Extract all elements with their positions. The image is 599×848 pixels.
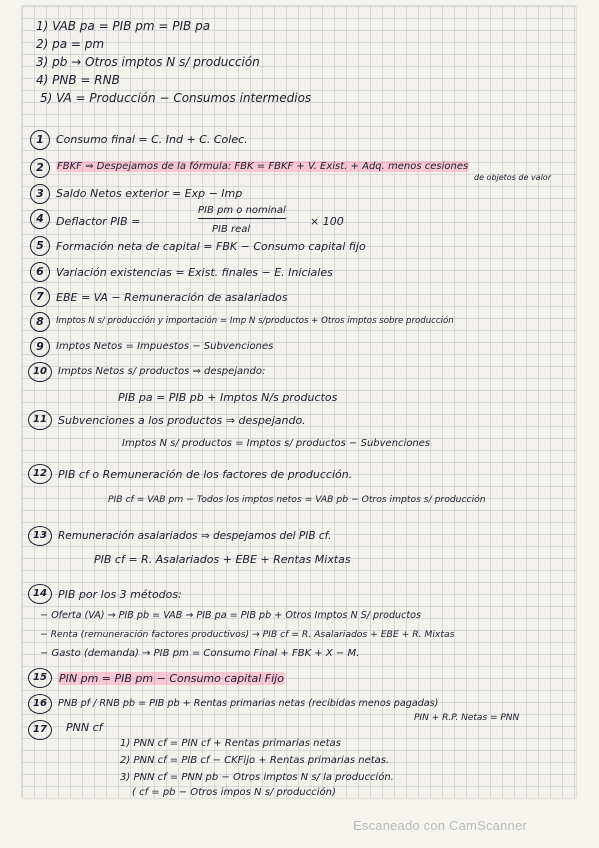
item-text (56, 162, 469, 172)
intro-line: 5) VA = Producción − Consumos intermedios (40, 91, 312, 105)
item-number: 7 (30, 287, 50, 307)
item-text: PNB pf / RNB pb = PIB pb + Rentas primarias netas (recibidas menos pagadas) (58, 698, 439, 709)
item-number: 17 (28, 720, 52, 740)
item-number: 8 (30, 312, 50, 332)
highlighted-text: PIN pm = PIB pm − Consumo capital Fijo (59, 672, 284, 685)
item-number: 12 (28, 464, 52, 484)
scanner-watermark: Escaneado con CamScanner (353, 818, 527, 833)
item-text: PIB por los 3 métodos: (58, 588, 182, 601)
highlighted-text: FBKF ⇒ Despejamos de la fórmula: FBK = FBKF + V. Exist. + Adq. menos cesiones (57, 161, 469, 172)
intro-line: 1) VAB pa = PIB pm = PIB pa (36, 19, 211, 33)
item-text: Imptos Netos = Impuestos − Subvenciones (56, 341, 274, 352)
pnn-line: 3) PNN cf = PNN pb − Otros imptos N s/ la producción. (120, 772, 394, 783)
item-text: Formación neta de capital = FBK − Consumo capital fijo (56, 240, 366, 253)
item-text (58, 673, 285, 684)
item-number: 4 (30, 209, 50, 229)
item-number: 2 (30, 158, 50, 178)
item-subtext: PIB cf = VAB pm − Todos los imptos netos = VAB pb − Otros imptos s/ producción (108, 494, 486, 505)
method-line: − Oferta (VA) → PIB pb = VAB → PIB pa = PIB pb + Otros Imptos N S/ productos (40, 610, 422, 621)
item-number: 15 (28, 668, 52, 688)
item-number: 11 (28, 410, 52, 430)
item-number: 5 (30, 236, 50, 256)
pnn-line: 2) PNN cf = PIB cf − CKFijo + Rentas primarias netas. (120, 755, 390, 766)
fraction-numerator: PIB pm o nominal (198, 206, 286, 219)
item-number: 1 (30, 130, 50, 150)
item-text: Saldo Netos exterior = Exp − Imp (56, 187, 243, 200)
item-text: Variación existencias = Exist. finales − E. Iniciales (56, 266, 333, 279)
item-number: 13 (28, 526, 52, 546)
item-text: PNN cf (66, 721, 103, 734)
method-line: − Renta (remuneración factores productivos) → PIB cf = R. Asalariados + EBE + R. Mixtas (40, 629, 455, 640)
item-text: Consumo final = C. Ind + C. Colec. (56, 133, 248, 146)
item-text: PIB cf o Remuneración de los factores de producción. (58, 468, 353, 481)
intro-line: 4) PNB = RNB (36, 73, 120, 87)
item-number: 14 (28, 584, 52, 604)
item-number: 6 (30, 262, 50, 282)
fraction-denominator: PIB real (212, 224, 251, 235)
item-text: Imptos N s/ producción y importación = Imp N s/productos + Otros imptos sobre producción (56, 316, 454, 326)
item-subtext: PIB cf = R. Asalariados + EBE + Rentas Mixtas (94, 553, 351, 566)
item-number: 16 (28, 694, 52, 714)
item-text: Remuneración asalariados ⇒ despejamos del PIB cf. (58, 530, 332, 542)
intro-line: 2) pa = pm (36, 37, 105, 51)
item-text: Imptos Netos s/ productos ⇒ despejando: (58, 366, 266, 377)
pnn-line: 1) PNN cf = PIN cf + Rentas primarias netas (120, 738, 341, 749)
intro-line: 3) pb → Otros imptos N s/ producción (36, 55, 260, 69)
item-number: 3 (30, 184, 50, 204)
item-number: 10 (28, 362, 52, 382)
item-text: Deflactor PIB = (56, 215, 141, 228)
item-subtext: PIB pa = PIB pb + Imptos N/s productos (118, 391, 338, 404)
graph-paper-sheet (22, 6, 576, 798)
item-number: 9 (30, 337, 50, 357)
method-line: − Gasto (demanda) → PIB pm = Consumo Final + FBK + X − M. (40, 648, 360, 659)
item-note: de objetos de valor (474, 173, 551, 182)
pnn-line: ( cf = pb − Otros impos N s/ producción) (132, 787, 336, 798)
item-text: EBE = VA − Remuneración de asalariados (56, 291, 288, 304)
item-subtext: Imptos N s/ productos = Imptos s/ productos − Subvenciones (122, 438, 431, 449)
item-note: PIN + R.P. Netas = PNN (414, 713, 520, 723)
fraction-tail: × 100 (310, 215, 344, 228)
item-text: Subvenciones a los productos ⇒ despejando. (58, 414, 306, 427)
